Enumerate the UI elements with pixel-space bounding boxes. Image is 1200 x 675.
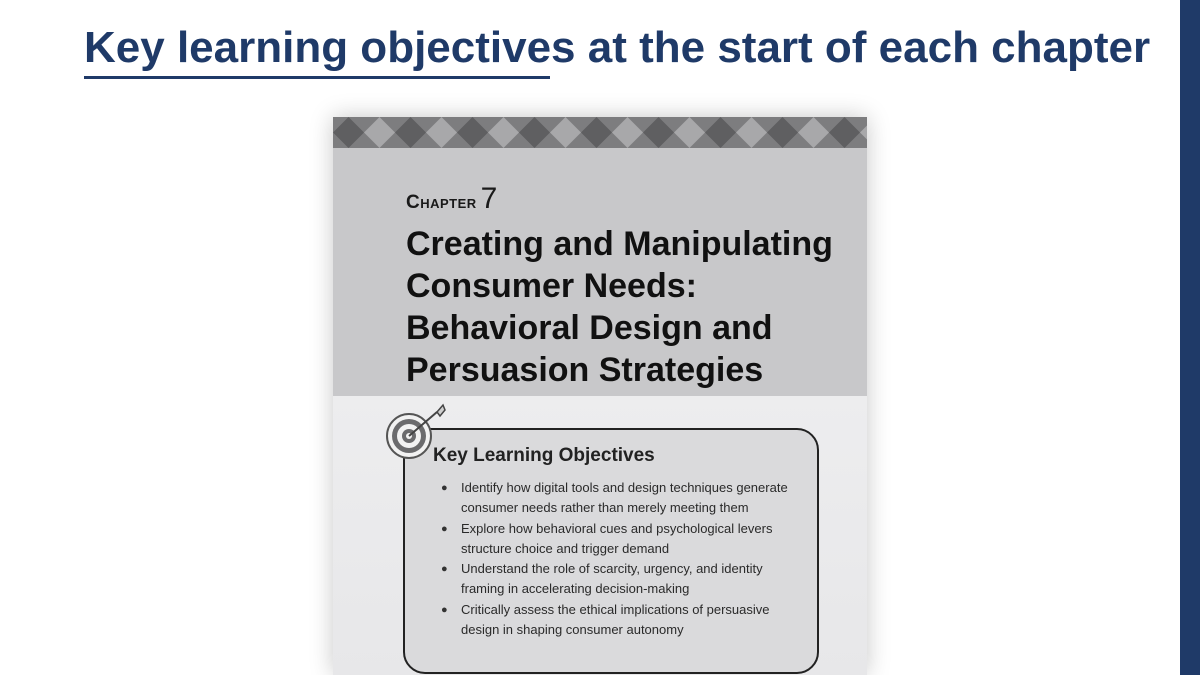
bullet-dot-icon: ● xyxy=(441,482,448,494)
objective-text: Understand the role of scarcity, urgency, and identity framing in accelerating decision-making xyxy=(461,561,763,597)
pattern-diamond xyxy=(829,117,860,148)
pattern-diamond xyxy=(426,117,457,148)
pattern-diamond xyxy=(519,117,550,148)
objective-item xyxy=(439,559,789,600)
pattern-diamond xyxy=(612,117,643,148)
pattern-diamond xyxy=(798,117,829,148)
objective-text: Identify how digital tools and design techniques generate consumer needs rather than merely meeting them xyxy=(461,480,788,516)
title-underline xyxy=(84,76,550,79)
chapter-title-line: Creating and Manipulating xyxy=(406,225,833,263)
chapter-label xyxy=(406,182,497,216)
slide-title: Key learning objectives at the start of each chapter xyxy=(84,23,1151,72)
chapter-title-line: Persuasion Strategies xyxy=(406,351,764,389)
objective-text: Critically assess the ethical implications of persuasive design in shaping consumer autonomy xyxy=(461,601,770,638)
pattern-diamond xyxy=(581,117,612,148)
pattern-diamond xyxy=(674,117,705,148)
pattern-diamond xyxy=(457,117,488,148)
objective-item xyxy=(439,478,789,519)
pattern-diamond xyxy=(767,117,798,148)
slide-accent-bar xyxy=(1180,0,1200,675)
objective-text: Explore how behavioral cues and psychological levers structure choice and trigger demand xyxy=(461,520,773,556)
book-page-image xyxy=(333,117,867,675)
pattern-diamond xyxy=(488,117,519,148)
decorative-pattern-band xyxy=(333,117,867,148)
pattern-diamond xyxy=(550,117,581,148)
chapter-title xyxy=(406,223,846,391)
pattern-diamond xyxy=(364,117,395,148)
chapter-number: 7 xyxy=(480,182,498,215)
bullet-dot-icon: ● xyxy=(441,563,448,576)
chapter-title-line: Behavioral Design and xyxy=(406,309,773,347)
learning-objectives-box xyxy=(403,428,819,674)
objective-item xyxy=(439,600,789,641)
pattern-diamond xyxy=(705,117,736,148)
target-arrow-icon xyxy=(385,402,447,460)
objectives-list xyxy=(439,478,789,640)
pattern-diamond xyxy=(643,117,674,148)
chapter-word: Chapter xyxy=(406,192,477,213)
bullet-dot-icon: ● xyxy=(441,522,448,535)
chapter-title-line: Consumer Needs: xyxy=(406,267,697,305)
pattern-diamond xyxy=(395,117,426,148)
pattern-diamond xyxy=(860,117,867,148)
pattern-diamond xyxy=(736,117,767,148)
objectives-heading: Key Learning Objectives xyxy=(433,445,655,466)
objective-item xyxy=(439,519,789,560)
bullet-dot-icon: ● xyxy=(441,603,448,616)
pattern-diamond xyxy=(333,117,364,148)
